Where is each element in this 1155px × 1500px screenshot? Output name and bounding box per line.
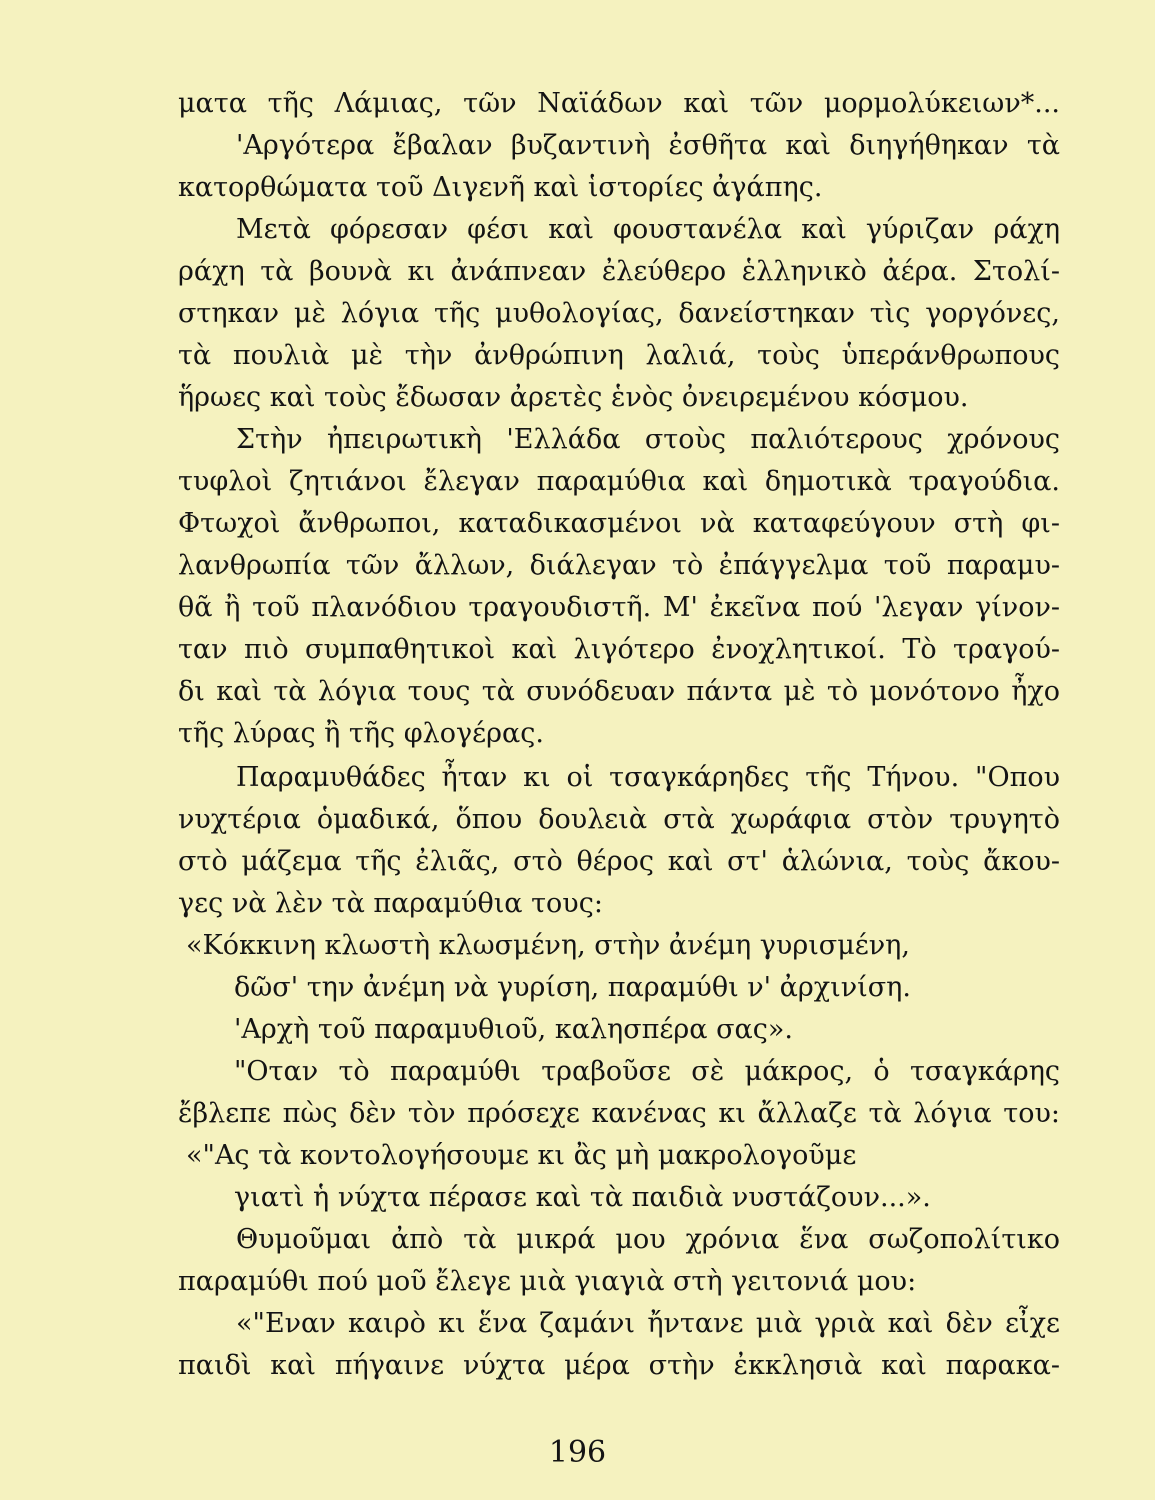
text-line-3: κατορθώματα τοῦ Διγενῆ καὶ ἱστορίες ἀγάπης.: [178, 172, 823, 203]
text-line-31: παιδὶ καὶ πήγαινε νύχτα μέρα στὴν ἐκκλησιὰ καὶ παρακα-: [178, 1350, 1060, 1381]
text-line-29: παραμύθι πού μοῦ ἔλεγε μιὰ γιαγιὰ στὴ γειτονιά μου:: [178, 1266, 917, 1297]
text-line-14: ταν πιὸ συμπαθητικοὶ καὶ λιγότερο ἐνοχλητικοί. Τὸ τραγού-: [178, 634, 1060, 665]
text-line-2: 'Αργότερα ἔβαλαν βυζαντινὴ ἐσθῆτα καὶ διηγήθηκαν τὰ: [236, 130, 1060, 161]
text-line-11: Φτωχοὶ ἄνθρωποι, καταδικασμένοι νὰ καταφεύγουν στὴ φι-: [178, 508, 1060, 539]
text-line-20: γες νὰ λὲν τὰ παραμύθια τους:: [178, 888, 603, 919]
text-line-17: Παραμυθάδες ἦταν κι οἱ τσαγκάρηδες τῆς Τήνου. "Οπου: [236, 762, 1060, 793]
page-number: 196: [548, 1435, 607, 1470]
text-line-6: στηκαν μὲ λόγια τῆς μυθολογίας, δανείστηκαν τὶς γοργόνες,: [178, 298, 1060, 329]
text-line-15: δι καὶ τὰ λόγια τους τὰ συνόδευαν πάντα μὲ τὸ μονότονο ἦχο: [178, 676, 1060, 707]
text-line-7: τὰ πουλιὰ μὲ τὴν ἀνθρώπινη λαλιά, τοὺς ὑπεράνθρωπους: [178, 340, 1060, 371]
text-line-5: ράχη τὰ βουνὰ κι ἀνάπνεαν ἐλεύθερο ἑλληνικὸ ἀέρα. Στολί-: [178, 256, 1060, 287]
text-line-21: «Κόκκινη κλωστὴ κλωσμένη, στὴν ἀνέμη γυρισμένη,: [186, 930, 910, 961]
text-line-4: Μετὰ φόρεσαν φέσι καὶ φουστανέλα καὶ γύριζαν ράχη: [236, 214, 1060, 245]
text-line-30: «"Εναν καιρὸ κι ἕνα ζαμάνι ἤντανε μιὰ γριὰ καὶ δὲν εἶχε: [236, 1308, 1060, 1339]
text-line-18: νυχτέρια ὁμαδικά, ὅπου δουλειὰ στὰ χωράφια στὸν τρυγητὸ: [178, 804, 1060, 835]
text-line-8: ἥρωες καὶ τοὺς ἔδωσαν ἀρετὲς ἑνὸς ὀνειρεμένου κόσμου.: [178, 382, 969, 413]
text-line-23: 'Αρχὴ τοῦ παραμυθιοῦ, καλησπέρα σας».: [234, 1014, 793, 1045]
text-line-27: γιατὶ ἡ νύχτα πέρασε καὶ τὰ παιδιὰ νυστάζουν...».: [234, 1182, 931, 1213]
text-line-1: ματα τῆς Λάμιας, τῶν Ναϊάδων καὶ τῶν μορμολύκειων*...: [178, 88, 1060, 119]
text-line-9: Στὴν ἠπειρωτικὴ 'Ελλάδα στοὺς παλιότερους χρόνους: [236, 424, 1060, 455]
text-line-26: «"Ας τὰ κοντολογήσουμε κι ἂς μὴ μακρολογοῦμε: [186, 1140, 857, 1171]
text-line-24: "Οταν τὸ παραμύθι τραβοῦσε σὲ μάκρος, ὁ τσαγκάρης: [234, 1056, 1060, 1087]
text-line-19: στὸ μάζεμα τῆς ἐλιᾶς, στὸ θέρος καὶ στ' ἁλώνια, τοὺς ἄκου-: [178, 846, 1060, 877]
text-line-16: τῆς λύρας ἢ τῆς φλογέρας.: [178, 718, 544, 749]
text-line-12: λανθρωπία τῶν ἄλλων, διάλεγαν τὸ ἐπάγγελμα τοῦ παραμυ-: [178, 550, 1060, 581]
text-line-10: τυφλοὶ ζητιάνοι ἔλεγαν παραμύθια καὶ δημοτικὰ τραγούδια.: [178, 466, 1060, 497]
text-line-13: θᾶ ἢ τοῦ πλανόδιου τραγουδιστῆ. Μ' ἐκεῖνα πού 'λεγαν γίνον-: [178, 592, 1060, 623]
text-line-25: ἔβλεπε πὼς δὲν τὸν πρόσεχε κανένας κι ἄλλαζε τὰ λόγια του:: [178, 1098, 1060, 1129]
text-line-22: δῶσ' την ἀνέμη νὰ γυρίση, παραμύθι ν' ἀρχινίση.: [234, 972, 911, 1003]
text-line-28: Θυμοῦμαι ἀπὸ τὰ μικρά μου χρόνια ἕνα σωζοπολίτικο: [236, 1224, 1060, 1255]
